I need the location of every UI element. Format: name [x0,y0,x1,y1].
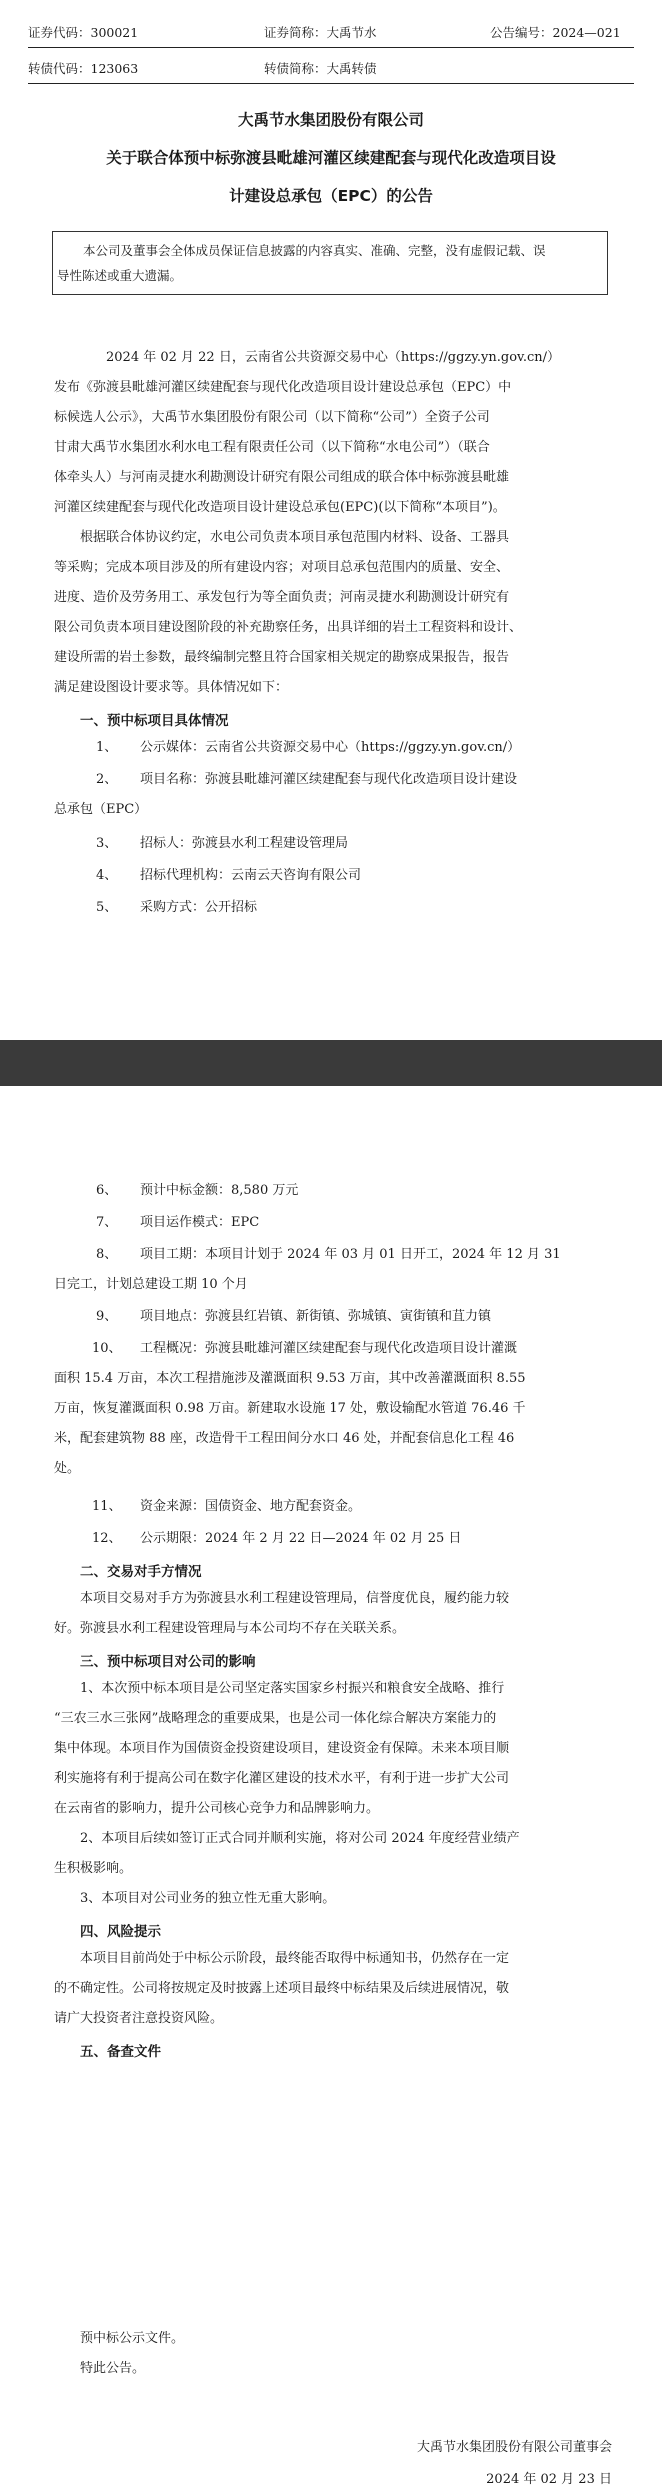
agreement-line: 根据联合体协议约定，水电公司负责本项目承包范围内材料、设备、工器具 [80,530,510,545]
item-number: 10、 [92,1341,122,1356]
closing-statement: 特此公告。 [80,2361,146,2376]
intro-line: 发布《弥渡县毗雄河灌区续建配套与现代化改造项目设计建设总承包（EPC）中 [54,380,512,395]
item-text-cont: 总承包（EPC） [54,802,148,817]
item-text: 预计中标金额：8,580 万元 [140,1183,299,1198]
item-number: 12、 [92,1531,122,1546]
agreement-line: 限公司负责本项目建设图阶段的补充勘察任务，出具详细的岩土工程资料和设计、 [54,620,523,635]
item-text: 项目工期：本项目计划于 2024 年 03 月 01 日开工，2024 年 12 月 31 [140,1247,561,1262]
item-text-cont: 处。 [54,1461,81,1476]
section-2-title: 二、交易对手方情况 [80,1564,202,1580]
section-4-line: 请广大投资者注意投资风险。 [54,2011,224,2026]
agreement-line: 等采购；完成本项目涉及的所有建设内容；对项目总承包范围内的质量、安全、 [54,560,510,575]
bond-abbr: 转债简称：大禹转债 [264,61,377,76]
item-number: 9、 [96,1309,118,1324]
section-3-line: 利实施将有利于提高公司在数字化灌区建设的技术水平，有利于进一步扩大公司 [54,1771,510,1786]
intro-line: 体牵头人）与河南灵捷水利勘测设计研究有限公司组成的联合体中标弥渡县毗雄 [54,470,510,485]
bond-code: 转债代码：123063 [28,61,139,76]
item-text-cont: 万亩，恢复灌溉面积 0.98 万亩。新建取水设施 17 处，敷设输配水管道 76.46 千 [54,1401,526,1416]
reference-document: 预中标公示文件。 [80,2331,185,2346]
announcement-number: 公告编号：2024—021 [490,25,621,40]
section-4-line: 本项目目前尚处于中标公示阶段，最终能否取得中标通知书，仍然存在一定 [80,1951,510,1966]
stock-abbr: 证券简称：大禹节水 [264,25,377,40]
announcement-title-cont: 计建设总承包（EPC）的公告 [229,187,433,205]
section-3-line: 1、本次预中标本项目是公司坚定落实国家乡村振兴和粮食安全战略、推行 [80,1681,505,1696]
section-3-line: “三农三水三张网”战略理念的重要成果，也是公司一体化综合解决方案能力的 [54,1711,497,1726]
item-text: 公示媒体：云南省公共资源交易中心（https://ggzy.yn.gov.cn/） [140,740,521,755]
item-text: 项目运作模式：EPC [140,1215,260,1230]
intro-line: 甘肃大禹节水集团水利水电工程有限责任公司（以下简称“水电公司”）（联合 [54,440,490,455]
section-3-line: 3、本项目对公司业务的独立性无重大影响。 [80,1891,336,1906]
item-text: 招标代理机构：云南云天咨询有限公司 [140,868,362,883]
item-text-cont: 面积 15.4 万亩，本次工程措施涉及灌溉面积 9.53 万亩，其中改善灌溉面积 8.55 [54,1371,526,1386]
agreement-line: 进度、造价及劳务用工、承发包行为等全面负责；河南灵捷水利勘测设计研究有 [54,590,510,605]
item-text: 招标人：弥渡县水利工程建设管理局 [140,836,349,851]
header-divider [28,83,634,84]
item-number: 7、 [96,1215,118,1230]
section-5-title: 五、备查文件 [80,2044,161,2060]
item-number: 3、 [96,836,118,851]
item-text: 项目地点：弥渡县红岩镇、新街镇、弥城镇、寅街镇和苴力镇 [140,1309,492,1324]
section-3-line: 在云南省的影响力，提升公司核心竞争力和品牌影响力。 [54,1801,380,1816]
item-text: 项目名称：弥渡县毗雄河灌区续建配套与现代化改造项目设计建设 [140,772,518,787]
announcement-title: 关于联合体预中标弥渡县毗雄河灌区续建配套与现代化改造项目设 [106,149,556,167]
item-number: 2、 [96,772,118,787]
item-text: 采购方式：公开招标 [140,900,258,915]
disclaimer-line: 本公司及董事会全体成员保证信息披露的内容真实、准确、完整，没有虚假记载、误 [83,243,546,258]
section-1-title: 一、预中标项目具体情况 [80,713,229,729]
signature-date: 2024 年 02 月 23 日 [486,2472,612,2487]
intro-line: 河灌区续建配套与现代化改造项目设计建设总承包(EPC)(以下简称“本项目”)。 [54,500,506,515]
section-2-line: 本项目交易对手方为弥渡县水利工程建设管理局，信誉度优良，履约能力较 [80,1591,510,1606]
agreement-line: 建设所需的岩土参数，最终编制完整且符合国家相关规定的勘察成果报告，报告 [54,650,510,665]
section-4-line: 的不确定性。公司将按规定及时披露上述项目最终中标结果及后续进展情况，敬 [54,1981,510,1996]
item-text: 公示期限：2024 年 2 月 22 日—2024 年 02 月 25 日 [140,1531,462,1546]
item-number: 11、 [92,1499,122,1514]
disclaimer-line: 导性陈述或重大遗漏。 [57,268,183,283]
item-text: 资金来源：国债资金、地方配套资金。 [140,1499,362,1514]
item-text-cont: 日完工，计划总建设工期 10 个月 [54,1277,248,1292]
section-3-line: 集中体现。本项目作为国债资金投资建设项目，建设资金有保障。未来本项目顺 [54,1741,510,1756]
item-number: 5、 [96,900,118,915]
disclaimer-box [52,231,608,295]
section-3-title: 三、预中标项目对公司的影响 [80,1654,256,1670]
section-2-line: 好。弥渡县水利工程建设管理局与本公司均不存在关联关系。 [54,1621,406,1636]
item-number: 8、 [96,1247,118,1262]
page-separator [0,1040,662,1086]
item-text-cont: 米，配套建筑物 88 座，改造骨干工程田间分水口 46 处，并配套信息化工程 46 [54,1431,515,1446]
section-4-title: 四、风险提示 [80,1924,161,1940]
intro-line: 标候选人公示》，大禹节水集团股份有限公司（以下简称“公司”）全资子公司 [54,410,490,425]
item-number: 4、 [96,868,118,883]
document-page-2 [0,1086,662,2492]
intro-line: 2024 年 02 月 22 日，云南省公共资源交易中心（https://ggzy.yn.gov.cn/） [106,350,560,365]
section-3-line: 2、本项目后续如签订正式合同并顺利实施，将对公司 2024 年度经营业绩产 [80,1831,520,1846]
section-3-line: 生积极影响。 [54,1861,133,1876]
company-title: 大禹节水集团股份有限公司 [237,111,424,129]
item-number: 6、 [96,1183,118,1198]
header-divider [28,47,634,48]
document-page-1 [0,0,662,1040]
agreement-line: 满足建设图设计要求等。具体情况如下： [54,680,289,695]
item-text: 工程概况：弥渡县毗雄河灌区续建配套与现代化改造项目设计灌溉 [140,1341,518,1356]
item-number: 1、 [96,740,118,755]
stock-code: 证券代码：300021 [28,25,139,40]
signature-company: 大禹节水集团股份有限公司董事会 [416,2440,612,2455]
